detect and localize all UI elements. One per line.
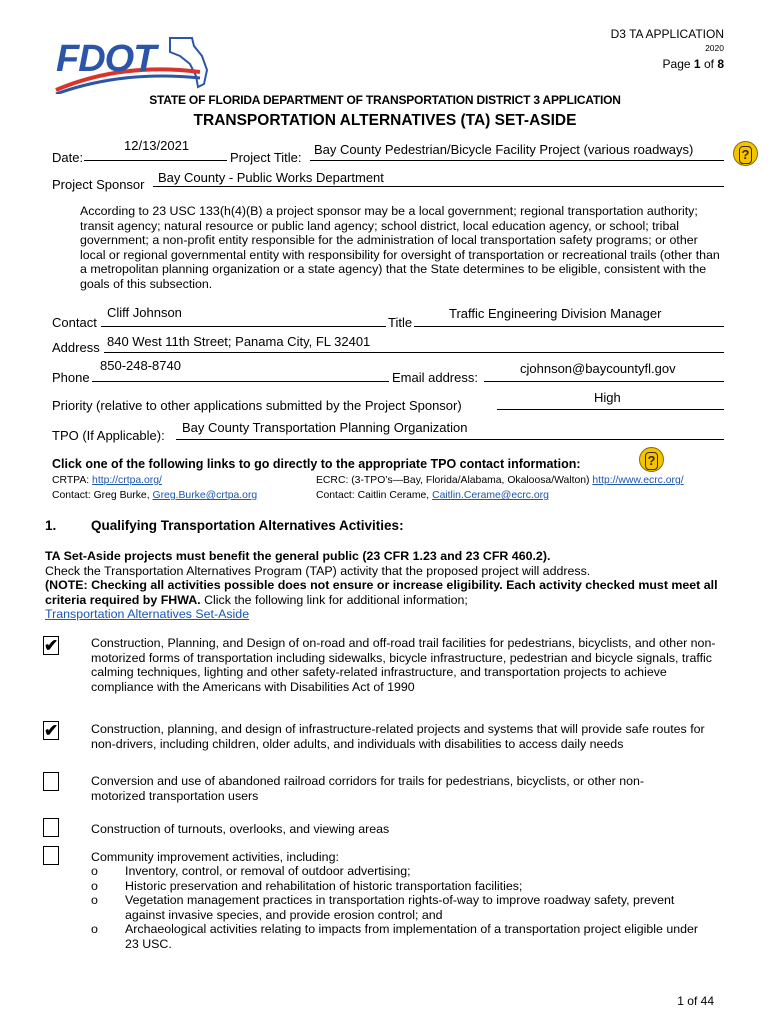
phone-line [92, 381, 389, 382]
activity-checkbox-2[interactable]: ✔ [44, 721, 59, 740]
project-title-field[interactable]: Bay County Pedestrian/Bicycle Facility Project (various roadways) [314, 142, 694, 157]
page-num: 1 [693, 57, 701, 71]
title-line [414, 326, 724, 327]
sub-item-4: Archaeological activities relating to impacts from implementation of a transportation project eligible under 23 USC. [125, 922, 699, 951]
title-label: Title [388, 315, 413, 330]
sponsor-field[interactable]: Bay County - Public Works Department [158, 170, 384, 185]
phone-field[interactable]: 850-248-8740 [100, 358, 181, 373]
help-icon-project[interactable]: ? [733, 141, 758, 166]
help-icon-tpo[interactable]: ? [639, 447, 664, 472]
page-of: of [703, 57, 714, 71]
page-count: 1 of 44 [677, 994, 714, 1008]
crtpa-contact-line [52, 490, 257, 501]
project-title-label: Project Title: [230, 150, 302, 165]
priority-label: Priority (relative to other applications submitted by the Project Sponsor) [52, 398, 462, 413]
tpo-links-heading: Click one of the following links to go directly to the appropriate TPO contact information: [52, 457, 581, 471]
app-name: D3 TA APPLICATION [610, 27, 724, 41]
ecrc-line [316, 475, 684, 486]
activity-text-4: Construction of turnouts, overlooks, and viewing areas [91, 822, 390, 836]
form-title: TRANSPORTATION ALTERNATIVES (TA) SET-ASIDE [193, 112, 577, 129]
email-line [484, 381, 724, 382]
phone-label: Phone [52, 370, 90, 385]
eligibility-text: According to 23 USC 133(h(4)(B) a project sponsor may be a local government; regional transportation authority; transit agency; natural resource or public land agency; school district, local education agency, or school; tribal government; a non-profit entity responsible for the administration of local transportation safety programs; or other local or regional governmental entity with responsibility for oversight of transportation or recreational trails (other than a metropolitan planning organization or a state agency) that the State determines to be eligible, consistent with the goals of this subsection. [80, 204, 720, 291]
project-title-line [310, 160, 724, 161]
priority-field[interactable]: High [594, 390, 621, 405]
activity-checkbox-5[interactable] [43, 846, 59, 865]
date-label: Date: [52, 150, 84, 165]
tpo-field[interactable]: Bay County Transportation Planning Organization [182, 420, 468, 435]
sponsor-label: Project Sponsor [52, 177, 145, 192]
ecrc-link[interactable]: http://www.ecrc.org/ [592, 475, 684, 486]
crtpa-label: CRTPA: [52, 475, 90, 486]
sponsor-line [153, 186, 724, 187]
email-label: Email address: [392, 370, 478, 385]
activity-text-1: Construction, Planning, and Design of on-road and off-road trail facilities for pedestrians, bicyclists, and other non-motorized forms of transportation including sidewalks, bicycle infrastructure, pedestrian and bicycle signals, traffic calming techniques, lighting and other safety-related infrastructure, and transportation projects to achieve compliance with the Americans with Disabilities Act of 1990 [91, 636, 716, 694]
activity-checkbox-4[interactable] [43, 818, 59, 837]
year: 2020 [705, 43, 724, 53]
crtpa-link[interactable]: http://crtpa.org/ [92, 475, 162, 486]
activity-text-3: Conversion and use of abandoned railroad corridors for trails for pedestrians, bicyclists, or other non-motorized transportation users [91, 774, 645, 803]
note-bold: (NOTE: Checking all activities possible does not ensure or increase eligibility. Each activity checked must meet all criteria required by FHWA. [45, 578, 718, 607]
fdot-logo [52, 32, 212, 94]
address-line [104, 352, 724, 353]
ecrc-contact-label: Contact: Caitlin Cerame, [316, 490, 430, 501]
sub-item-1: Inventory, control, or removal of outdoor advertising; [125, 864, 411, 878]
sub-bullet-1: o [91, 864, 98, 878]
section-heading: Qualifying Transportation Alternatives Activities: [91, 518, 404, 533]
address-label: Address [52, 340, 100, 355]
note-tail: Click the following link for additional information; [204, 592, 468, 607]
tpo-label: TPO (If Applicable): [52, 428, 165, 443]
sub-bullet-2: o [91, 879, 98, 893]
crtpa-line [52, 475, 162, 486]
crtpa-email-link[interactable]: Greg.Burke@crtpa.org [152, 490, 258, 501]
contact-field[interactable]: Cliff Johnson [107, 305, 182, 320]
page-label: Page [662, 57, 691, 71]
activity-text-5: Community improvement activities, including: [91, 850, 339, 864]
date-field[interactable]: 12/13/2021 [124, 138, 190, 153]
page-indicator [663, 57, 724, 71]
page-total: 8 [717, 57, 724, 71]
ecrc-label: ECRC: (3-TPO’s—Bay, Florida/Alabama, Okaloosa/Walton) [316, 475, 590, 486]
ta-set-aside-link[interactable]: Transportation Alternatives Set-Aside [45, 607, 250, 622]
title-field[interactable]: Traffic Engineering Division Manager [449, 306, 662, 321]
contact-label: Contact [52, 315, 97, 330]
section-intro [45, 549, 725, 622]
activity-text-2: Construction, planning, and design of infrastructure-related projects and systems that will provide safe routes for non-drivers, including children, older adults, and individuals with disabilities to access daily needs [91, 722, 705, 751]
contact-line [101, 326, 386, 327]
activity-checkbox-1[interactable]: ✔ [44, 636, 59, 655]
section-number: 1. [45, 518, 57, 533]
address-field[interactable]: 840 West 11th Street; Panama City, FL 32401 [107, 334, 371, 349]
ecrc-email-link[interactable]: Caitlin.Cerame@ecrc.org [432, 490, 549, 501]
sub-bullet-3: o [91, 893, 98, 907]
sub-item-2: Historic preservation and rehabilitation of historic transportation facilities; [125, 879, 523, 893]
priority-line [497, 409, 724, 410]
sub-item-3: Vegetation management practices in transportation rights-of-way to improve roadway safety, prevent against invasive species, and provide erosion control; and [125, 893, 675, 922]
logo-text: FDOT [56, 38, 156, 80]
intro-check: Check the Transportation Alternatives Program (TAP) activity that the proposed project will address. [45, 563, 591, 578]
tpo-line [176, 439, 724, 440]
crtpa-contact-label: Contact: Greg Burke, [52, 490, 150, 501]
intro-bold: TA Set-Aside projects must benefit the general public (23 CFR 1.23 and 23 CFR 460.2). [45, 549, 551, 563]
email-field[interactable]: cjohnson@baycountyfl.gov [520, 361, 676, 376]
sub-bullet-4: o [91, 922, 98, 936]
date-field-line [84, 160, 227, 161]
activity-checkbox-3[interactable] [43, 772, 59, 791]
agency-line: STATE OF FLORIDA DEPARTMENT OF TRANSPORTATION DISTRICT 3 APPLICATION [149, 93, 621, 107]
ecrc-contact-line [316, 490, 549, 501]
